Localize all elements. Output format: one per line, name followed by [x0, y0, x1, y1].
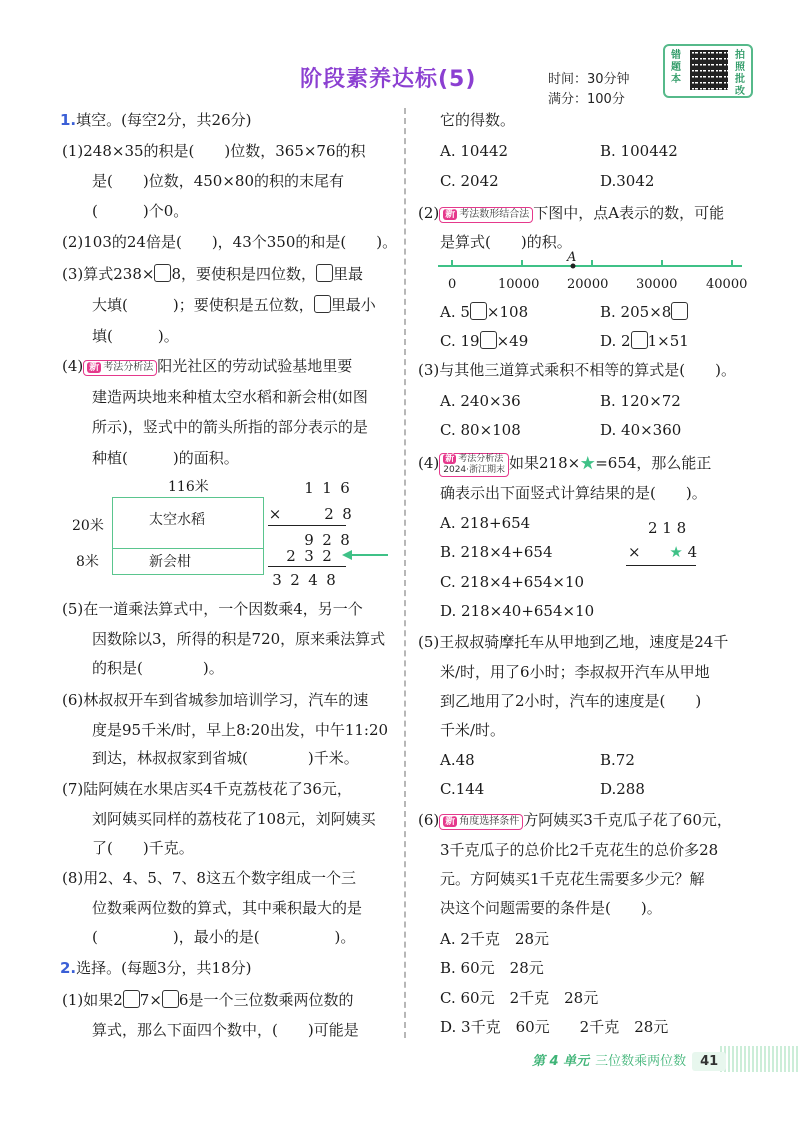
- c4-option-b[interactable]: B. 218×4+654: [440, 543, 553, 561]
- q4-line-1: (4) 新 考法分析法 阳光社区的劳动试验基地里要: [62, 357, 353, 375]
- c1-option-a[interactable]: A. 10442: [440, 142, 509, 160]
- c5-option-d[interactable]: D.288: [600, 780, 645, 798]
- arrow-left-icon: [340, 547, 390, 563]
- q4-line-3: 所示)，竖式中的箭头所指的部分表示的是: [92, 418, 368, 436]
- c2-option-c[interactable]: C. 19 ×49: [440, 332, 529, 350]
- section-1-number: 1.: [60, 111, 77, 129]
- footer-stripe: [720, 1046, 800, 1072]
- c1-line-1: (1)如果2 7× 6是一个三位数乘两位数的: [62, 991, 354, 1009]
- c4-option-d[interactable]: D. 218×40+654×10: [440, 602, 595, 620]
- c2-line-2: 是算式( )的积。: [440, 233, 572, 251]
- q8-line-2: 位数乘两位数的算式，其中乘积最大的是: [92, 899, 363, 917]
- q4-line-2: 建造两块地来种植太空水稻和新会柑(如图: [92, 388, 368, 406]
- section-2-title: 选择。(每题3分，共18分): [76, 959, 252, 977]
- c6-option-b[interactable]: B. 60元 28元: [440, 959, 544, 977]
- calc-rule-2: [268, 566, 346, 567]
- method-tag: 新 考法分析法: [83, 360, 157, 376]
- blank-box[interactable]: [671, 302, 688, 320]
- blank-box[interactable]: [314, 295, 331, 313]
- blank-box[interactable]: [123, 990, 140, 1008]
- c3-option-a[interactable]: A. 240×36: [440, 392, 521, 410]
- calc-rule-1: [268, 525, 346, 526]
- c5-line-3: 到乙地用了2小时，汽车的速度是( ): [440, 692, 702, 710]
- calc-row-4: 2 3 2: [286, 547, 332, 565]
- calc-row-3: 9 2 8: [304, 531, 350, 549]
- q3-line-3: 填( )。: [92, 327, 179, 345]
- q7-line-2: 刘阿姨买同样的荔枝花了108元，刘阿姨买: [92, 810, 376, 828]
- blank-box[interactable]: [480, 331, 497, 349]
- qr-code-panel[interactable]: [663, 44, 753, 98]
- c6-line-4: 决这个问题需要的条件是( )。: [440, 899, 662, 917]
- c4-option-a[interactable]: A. 218+654: [440, 514, 531, 532]
- q7-line-3: 了( )千克。: [92, 839, 194, 857]
- c6-option-d[interactable]: D. 3千克 60元 2千克 28元: [440, 1018, 669, 1036]
- blank-box[interactable]: [631, 331, 648, 349]
- q1-line-1: (1)248×35的积是( )位数，365×76的积: [62, 142, 366, 160]
- q1-line-3: ( )个0。: [92, 202, 189, 220]
- c2-option-d[interactable]: D. 2 1×51: [600, 332, 689, 350]
- calc-row-1: 1 1 6: [304, 479, 350, 497]
- q5-line-1: (5)在一道乘法算式中，一个因数乘4，另一个: [62, 600, 363, 618]
- q6-line-1: (6)林叔叔开车到省城参加培训学习，汽车的速: [62, 691, 369, 709]
- column-divider: [404, 108, 406, 1038]
- farm-diagram: [112, 497, 264, 575]
- c3-option-c[interactable]: C. 80×108: [440, 421, 521, 439]
- c5-option-b[interactable]: B.72: [600, 751, 635, 769]
- q3-line-1: (3)算式238× 8，要使积是四位数， 里最: [62, 265, 364, 283]
- time-label: 时间：30分钟: [548, 72, 630, 87]
- q1-line-2: 是( )位数，450×80的积的末尾有: [92, 172, 344, 190]
- method-tag: 新 考法数形结合法: [439, 207, 533, 223]
- c6-option-c[interactable]: C. 60元 2千克 28元: [440, 989, 599, 1007]
- blank-box[interactable]: [162, 990, 179, 1008]
- score-label: 满分：100分: [548, 92, 625, 107]
- c4-option-c[interactable]: C. 218×4+654×10: [440, 573, 585, 591]
- axis-tick-label: 20000: [567, 277, 609, 292]
- q4-line-4: 种植( )的面积。: [92, 449, 239, 467]
- page-number: 41: [692, 1052, 726, 1071]
- section-2-number: 2.: [60, 959, 77, 977]
- c3-line-1: (3)与其他三道算式乘积不相等的算式是( )。: [418, 361, 736, 379]
- c3-option-d[interactable]: D. 40×360: [600, 421, 682, 439]
- blank-box[interactable]: [316, 264, 333, 282]
- q3-line-2: 大填( )；要使积是五位数， 里最小: [92, 296, 376, 314]
- axis-tick-label: 30000: [636, 277, 678, 292]
- c6-line-3: 元。方阿姨买1千克花生需要多少元？解: [440, 870, 705, 888]
- c5-line-1: (5)王叔叔骑摩托车从甲地到乙地，速度是24千: [418, 633, 729, 651]
- subject-label: 三位数乘两位数: [595, 1054, 687, 1069]
- crop-citrus-label: 新会柑: [149, 554, 191, 570]
- c2-option-a[interactable]: A. 5 ×108: [440, 303, 529, 321]
- blank-box[interactable]: [470, 302, 487, 320]
- c1-line-3: 它的得数。: [440, 111, 516, 129]
- method-tag: 新 考法分析法 2024·浙江期末: [439, 453, 509, 477]
- c1-option-d[interactable]: D.3042: [600, 172, 655, 190]
- section-1-heading: [60, 110, 251, 130]
- axis-tick-label: 40000: [706, 277, 748, 292]
- c4-calc-row-2: × ★ 4: [628, 543, 698, 561]
- farm-height-1-label: 20米: [72, 518, 104, 534]
- method-tag: 新 角度选择条件: [439, 814, 523, 830]
- point-a-label: A: [567, 250, 577, 265]
- unit-label: 第 4 单元: [532, 1054, 590, 1069]
- axis-tick-label: 0: [448, 277, 457, 292]
- calc-row-5: 3 2 4 8: [272, 571, 336, 589]
- q6-line-2: 度是95千米/时，早上8:20出发，中午11:20: [92, 721, 389, 739]
- axis-tick-label: 10000: [498, 277, 540, 292]
- q8-line-3: ( )，最小的是( )。: [92, 928, 356, 946]
- section-2-heading: [60, 958, 251, 978]
- star-icon: ★: [669, 543, 683, 561]
- qr-left-label: 错题本: [671, 50, 681, 85]
- q6-line-3: 到达，林叔叔家到省城( )千米。: [92, 749, 359, 767]
- c6-option-a[interactable]: A. 2千克 28元: [440, 930, 549, 948]
- c6-line-2: 3千克瓜子的总价比2千克花生的总价多28: [440, 841, 719, 859]
- farm-divider: [113, 548, 263, 549]
- q7-line-1: (7)陆阿姨在水果店买4千克荔枝花了36元，: [62, 780, 352, 798]
- q2-line-1: (2)103的24倍是( )，43个350的和是( )。: [62, 233, 398, 251]
- c1-line-2: 算式，那么下面四个数中，( )可能是: [92, 1021, 359, 1039]
- c1-option-c[interactable]: C. 2042: [440, 172, 499, 190]
- c2-option-b[interactable]: B. 205×8: [600, 302, 688, 322]
- c5-line-4: 千米/时。: [440, 721, 506, 739]
- page-footer: [532, 1050, 726, 1071]
- c4-calc-row-1: 2 1 8: [648, 519, 687, 537]
- c2-line-1: (2) 新 考法数形结合法 下图中，点A表示的数，可能: [418, 204, 725, 222]
- q5-line-2: 因数除以3，所得的积是720，原来乘法算式: [92, 630, 386, 648]
- c4-calc-rule: [626, 565, 696, 566]
- star-icon: ★: [580, 454, 596, 472]
- farm-width-label: 116米: [168, 479, 209, 495]
- c5-option-c[interactable]: C.144: [440, 780, 485, 798]
- c5-line-2: 米/时，用了6小时；李叔叔开汽车从甲地: [440, 663, 710, 681]
- qr-code-icon[interactable]: [690, 50, 728, 90]
- c1-option-b[interactable]: B. 100442: [600, 142, 678, 160]
- calc-row-2: × 2 8: [268, 505, 352, 523]
- farm-height-2-label: 8米: [76, 554, 99, 570]
- crop-rice-label: 太空水稻: [149, 512, 205, 528]
- c3-option-b[interactable]: B. 120×72: [600, 392, 681, 410]
- c6-line-1: (6) 新 角度选择条件 方阿姨买3千克瓜子花了60元，: [418, 811, 732, 829]
- q8-line-1: (8)用2、4、5、7、8这五个数字组成一个三: [62, 869, 356, 887]
- section-1-title: 填空。(每空2分，共26分): [76, 111, 252, 129]
- c4-line-1: (4) 新 考法分析法 2024·浙江期末 如果218×★=654，那么能正: [418, 454, 712, 475]
- q5-line-3: 的积是( )。: [92, 659, 224, 677]
- blank-box[interactable]: [154, 264, 171, 282]
- c4-line-2: 确表示出下面竖式计算结果的是( )。: [440, 484, 707, 502]
- page-title: 阶段素养达标(5): [300, 67, 477, 92]
- qr-right-label: 拍照批改: [735, 50, 745, 97]
- c5-option-a[interactable]: A.48: [440, 751, 475, 769]
